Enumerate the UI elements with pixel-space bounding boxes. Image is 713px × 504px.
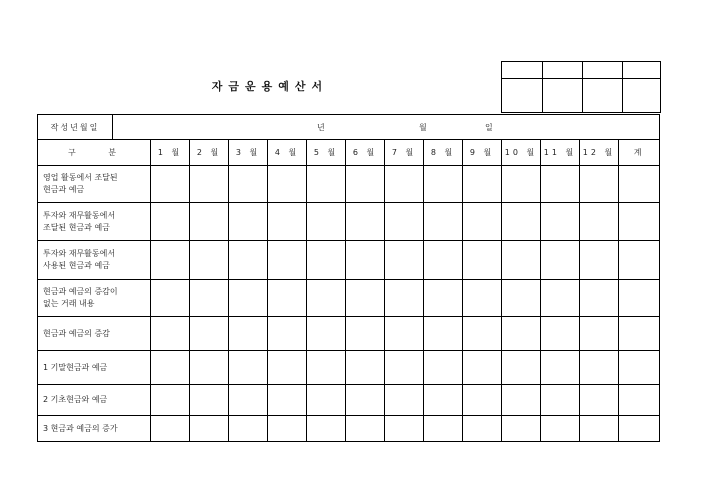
row-label: 2 기초현금와 예금: [38, 385, 151, 416]
cell[interactable]: [190, 385, 229, 416]
header-total: 계: [619, 140, 660, 166]
cell[interactable]: [229, 351, 268, 385]
cell[interactable]: [190, 317, 229, 351]
cell[interactable]: [307, 166, 346, 203]
cell[interactable]: [229, 317, 268, 351]
row-label-line: 현금과 예금의 증감이: [43, 287, 118, 296]
date-year-label: 년: [317, 123, 325, 132]
row-label: [38, 280, 151, 317]
cell[interactable]: [463, 385, 502, 416]
cell[interactable]: [424, 317, 463, 351]
row-label: 1 기말현금과 예금: [38, 351, 151, 385]
cell[interactable]: [502, 280, 541, 317]
cell[interactable]: [268, 416, 307, 442]
cell[interactable]: [229, 166, 268, 203]
cell[interactable]: [502, 317, 541, 351]
cell[interactable]: [151, 241, 190, 280]
table-row: [38, 280, 660, 317]
cell[interactable]: [385, 280, 424, 317]
cell[interactable]: [580, 416, 619, 442]
row-label-line: 투자와 재무활동에서: [43, 249, 116, 258]
table-row: [38, 241, 660, 280]
cell[interactable]: [502, 203, 541, 241]
header-month-7: 7 월: [385, 140, 424, 166]
header-category: [38, 140, 151, 166]
cell[interactable]: [619, 385, 660, 416]
row-label: 3 현금과 예금의 증가: [38, 416, 151, 442]
approval-header-cell-3: [583, 62, 623, 79]
header-month-9: 9 월: [463, 140, 502, 166]
cell[interactable]: [619, 416, 660, 442]
cell[interactable]: [346, 203, 385, 241]
header-row: [38, 140, 660, 166]
cell[interactable]: [385, 416, 424, 442]
cell[interactable]: [463, 416, 502, 442]
cell[interactable]: [619, 317, 660, 351]
cell[interactable]: [385, 203, 424, 241]
row-label: 현금과 예금의 증감: [38, 317, 151, 351]
cell[interactable]: [385, 241, 424, 280]
cell[interactable]: [541, 317, 580, 351]
approval-header-cell-1: [502, 62, 543, 79]
cell[interactable]: [307, 385, 346, 416]
cell[interactable]: [580, 351, 619, 385]
approval-header-cell-2: [543, 62, 583, 79]
cell[interactable]: [307, 416, 346, 442]
cell[interactable]: [229, 385, 268, 416]
cell[interactable]: [619, 203, 660, 241]
cell[interactable]: [502, 416, 541, 442]
cell[interactable]: [307, 241, 346, 280]
document-title: 자금운용예산서: [211, 80, 329, 93]
row-label-line: 사용된 현금과 예금: [43, 261, 110, 270]
cell[interactable]: [580, 203, 619, 241]
cell[interactable]: [619, 166, 660, 203]
cell[interactable]: [619, 280, 660, 317]
cell[interactable]: [502, 351, 541, 385]
header-month-5: 5 월: [307, 140, 346, 166]
cell[interactable]: [151, 351, 190, 385]
header-month-1: 1 월: [151, 140, 190, 166]
cell[interactable]: [268, 351, 307, 385]
header-month-2: 2 월: [190, 140, 229, 166]
cell[interactable]: [463, 351, 502, 385]
approval-sign-cell-1[interactable]: [502, 79, 543, 113]
row-label-line: 영업 활동에서 조달된: [43, 173, 118, 182]
header-month-10: 10 월: [502, 140, 541, 166]
cell[interactable]: [346, 166, 385, 203]
header-month-8: 8 월: [424, 140, 463, 166]
cell[interactable]: [424, 351, 463, 385]
table-row: [38, 385, 660, 416]
cell[interactable]: [463, 166, 502, 203]
cell[interactable]: [541, 203, 580, 241]
row-label: [38, 203, 151, 241]
cell[interactable]: [463, 203, 502, 241]
cell[interactable]: [268, 203, 307, 241]
row-label: [38, 241, 151, 280]
header-month-6: 6 월: [346, 140, 385, 166]
cell[interactable]: [463, 241, 502, 280]
cell[interactable]: [502, 166, 541, 203]
row-label-line: 현금과 예금: [43, 185, 85, 194]
approval-header-cell-4: [623, 62, 661, 79]
cell[interactable]: [346, 385, 385, 416]
cell[interactable]: [580, 317, 619, 351]
cell[interactable]: [190, 351, 229, 385]
cell[interactable]: [268, 385, 307, 416]
approval-sign-cell-2[interactable]: [543, 79, 583, 113]
date-field[interactable]: [113, 115, 660, 140]
cell[interactable]: [346, 241, 385, 280]
approval-box: [501, 61, 661, 113]
header-month-3: 3 월: [229, 140, 268, 166]
cell[interactable]: [580, 280, 619, 317]
cell[interactable]: [541, 241, 580, 280]
cell[interactable]: [190, 203, 229, 241]
approval-sign-cell-4[interactable]: [623, 79, 661, 113]
cell[interactable]: [229, 416, 268, 442]
cell[interactable]: [463, 317, 502, 351]
cell[interactable]: [463, 280, 502, 317]
budget-table: [37, 114, 660, 442]
row-label-line: 투자와 재무활동에서: [43, 210, 116, 220]
cell[interactable]: [580, 166, 619, 203]
cell[interactable]: [268, 317, 307, 351]
cell[interactable]: [385, 351, 424, 385]
cell[interactable]: [151, 203, 190, 241]
cell[interactable]: [424, 280, 463, 317]
cell[interactable]: [619, 241, 660, 280]
cell[interactable]: [385, 166, 424, 203]
cell[interactable]: [502, 241, 541, 280]
cell[interactable]: [229, 203, 268, 241]
cell[interactable]: [424, 241, 463, 280]
cell[interactable]: [229, 241, 268, 280]
cell[interactable]: [541, 166, 580, 203]
table-row: [38, 351, 660, 385]
date-label: 작성년월일: [38, 115, 113, 140]
cell[interactable]: [619, 351, 660, 385]
cell[interactable]: [424, 166, 463, 203]
cell[interactable]: [268, 280, 307, 317]
cell[interactable]: [541, 416, 580, 442]
table-row: [38, 166, 660, 203]
cell[interactable]: [502, 385, 541, 416]
header-month-4: 4 월: [268, 140, 307, 166]
cell[interactable]: [307, 203, 346, 241]
cell[interactable]: [268, 241, 307, 280]
cell[interactable]: [151, 416, 190, 442]
cell[interactable]: [190, 166, 229, 203]
cell[interactable]: [385, 385, 424, 416]
cell[interactable]: [151, 385, 190, 416]
cell[interactable]: [190, 416, 229, 442]
cell[interactable]: [346, 317, 385, 351]
cell[interactable]: [151, 317, 190, 351]
cell[interactable]: [541, 351, 580, 385]
cell[interactable]: [346, 280, 385, 317]
cell[interactable]: [385, 317, 424, 351]
row-label-line: 없는 거래 내용: [43, 299, 95, 308]
cell[interactable]: [307, 351, 346, 385]
cell[interactable]: [541, 385, 580, 416]
cell[interactable]: [580, 241, 619, 280]
cell[interactable]: [580, 385, 619, 416]
cell[interactable]: [229, 280, 268, 317]
row-label-line: 조달된 현금과 예금: [43, 222, 110, 232]
cell[interactable]: [346, 416, 385, 442]
header-category-char-2: 분: [108, 148, 116, 157]
cell[interactable]: [151, 166, 190, 203]
table-row: [38, 416, 660, 442]
table-row: [38, 317, 660, 351]
cell[interactable]: [307, 280, 346, 317]
header-category-char-1: 구: [68, 148, 76, 157]
row-label: [38, 166, 151, 203]
cell[interactable]: [541, 280, 580, 317]
header-month-12: 12 월: [580, 140, 619, 166]
date-day-label: 일: [485, 123, 493, 132]
cell[interactable]: [268, 166, 307, 203]
cell[interactable]: [151, 280, 190, 317]
header-month-11: 11 월: [541, 140, 580, 166]
date-row: [38, 115, 660, 140]
cell[interactable]: [424, 203, 463, 241]
cell[interactable]: [307, 317, 346, 351]
table-row: [38, 203, 660, 241]
cell[interactable]: [190, 280, 229, 317]
cell[interactable]: [424, 416, 463, 442]
approval-sign-cell-3[interactable]: [583, 79, 623, 113]
cell[interactable]: [346, 351, 385, 385]
cell[interactable]: [190, 241, 229, 280]
date-month-label: 월: [419, 123, 427, 132]
cell[interactable]: [424, 385, 463, 416]
